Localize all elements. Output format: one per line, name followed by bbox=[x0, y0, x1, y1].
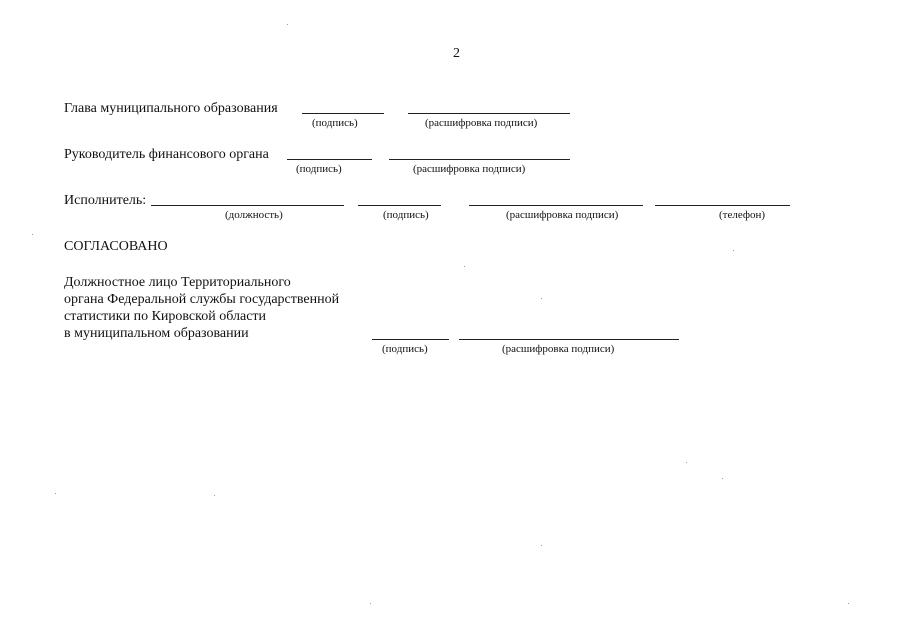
scan-speck bbox=[722, 478, 723, 479]
scan-speck bbox=[55, 493, 56, 494]
scan-speck bbox=[464, 266, 465, 267]
finance-sign-caption: (подпись) bbox=[296, 163, 342, 175]
head-decode-line bbox=[408, 113, 570, 114]
approved-heading: СОГЛАСОВАНО bbox=[64, 239, 168, 254]
executor-title: Исполнитель: bbox=[64, 193, 147, 208]
finance-title: Руководитель финансового органа bbox=[64, 147, 269, 162]
page-number: 2 bbox=[453, 46, 460, 61]
head-sign-caption: (подпись) bbox=[312, 117, 358, 129]
executor-position-line bbox=[151, 205, 344, 206]
scan-speck bbox=[686, 462, 687, 463]
executor-signature-line bbox=[358, 205, 441, 206]
approved-sign-caption: (подпись) bbox=[382, 343, 428, 355]
scan-speck bbox=[370, 603, 371, 604]
official-line: Должностное лицо Территориального bbox=[64, 275, 291, 290]
scan-speck bbox=[848, 603, 849, 604]
finance-decode-line bbox=[389, 159, 570, 160]
scan-speck bbox=[541, 545, 542, 546]
executor-decode-caption: (расшифровка подписи) bbox=[506, 209, 619, 221]
finance-signature-line bbox=[287, 159, 372, 160]
approved-decode-caption: (расшифровка подписи) bbox=[502, 343, 615, 355]
scan-speck bbox=[214, 495, 215, 496]
head-signature-line bbox=[302, 113, 384, 114]
scan-speck bbox=[287, 24, 288, 25]
executor-phone-line bbox=[655, 205, 790, 206]
scan-speck bbox=[32, 234, 33, 235]
official-line: в муниципальном образовании bbox=[64, 326, 249, 341]
scan-speck bbox=[541, 298, 542, 299]
official-line: статистики по Кировской области bbox=[64, 309, 267, 324]
executor-position-caption: (должность) bbox=[225, 209, 283, 221]
executor-phone-caption: (телефон) bbox=[719, 209, 766, 221]
executor-decode-line bbox=[469, 205, 643, 206]
executor-sign-caption: (подпись) bbox=[383, 209, 429, 221]
scan-speck bbox=[733, 250, 734, 251]
head-title: Глава муниципального образования bbox=[64, 101, 278, 116]
approved-decode-line bbox=[459, 339, 679, 340]
approved-signature-line bbox=[372, 339, 449, 340]
official-line: органа Федеральной службы государственной bbox=[64, 292, 340, 307]
finance-decode-caption: (расшифровка подписи) bbox=[413, 163, 526, 175]
head-decode-caption: (расшифровка подписи) bbox=[425, 117, 538, 129]
